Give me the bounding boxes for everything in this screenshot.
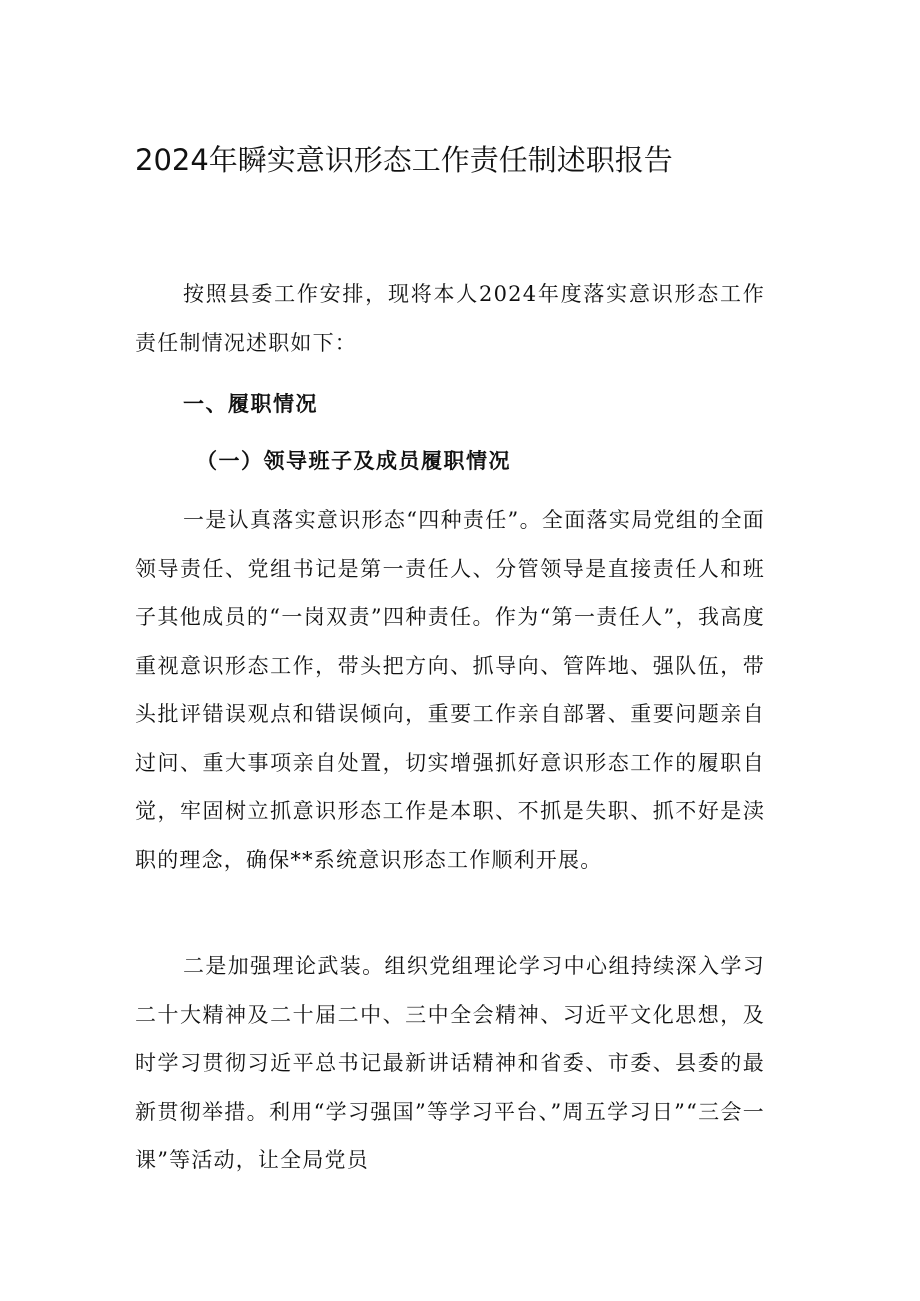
- document-title: 2024年瞬实意识形态工作责任制述职报告: [135, 143, 673, 177]
- intro-paragraph: 按照县委工作安排，现将本人2024年度落实意识形态工作责任制情况述职如下：: [135, 282, 765, 355]
- subsection-heading: （一）领导班子及成员履职情况: [196, 448, 511, 473]
- body-paragraph-2: 二是加强理论武装。组织党组理论学习中心组持续深入学习二十大精神及二十届二中、三中全会精神、习近平文化思想，及时学习贯彻习近平总书记最新讲话精神和省委、市委、县委的最新贯彻举措。利用“学习强国”等学习平台、”周五学习日”“三会一课”等活动，让全局党员: [135, 954, 765, 1172]
- body-paragraph-1: 一是认真落实意识形态“四种责任”。全面落实局党组的全面领导责任、党组书记是第一责任人、分管领导是直接责任人和班子其他成员的“一岗双责”四种责任。作为“第一责任人”，我高度重视意识形态工作，带头把方向、抓导向、管阵地、强队伍，带头批评错误观点和错误倾向，重要工作亲自部署、重要问题亲自过问、重大事项亲自处置，切实增强抓好意识形态工作的履职自觉，牢固树立抓意识形态工作是本职、不抓是失职、抓不好是渎职的理念，确保**系统意识形态工作顺利开展。: [135, 508, 765, 872]
- section-heading: 一、履职情况: [183, 391, 318, 416]
